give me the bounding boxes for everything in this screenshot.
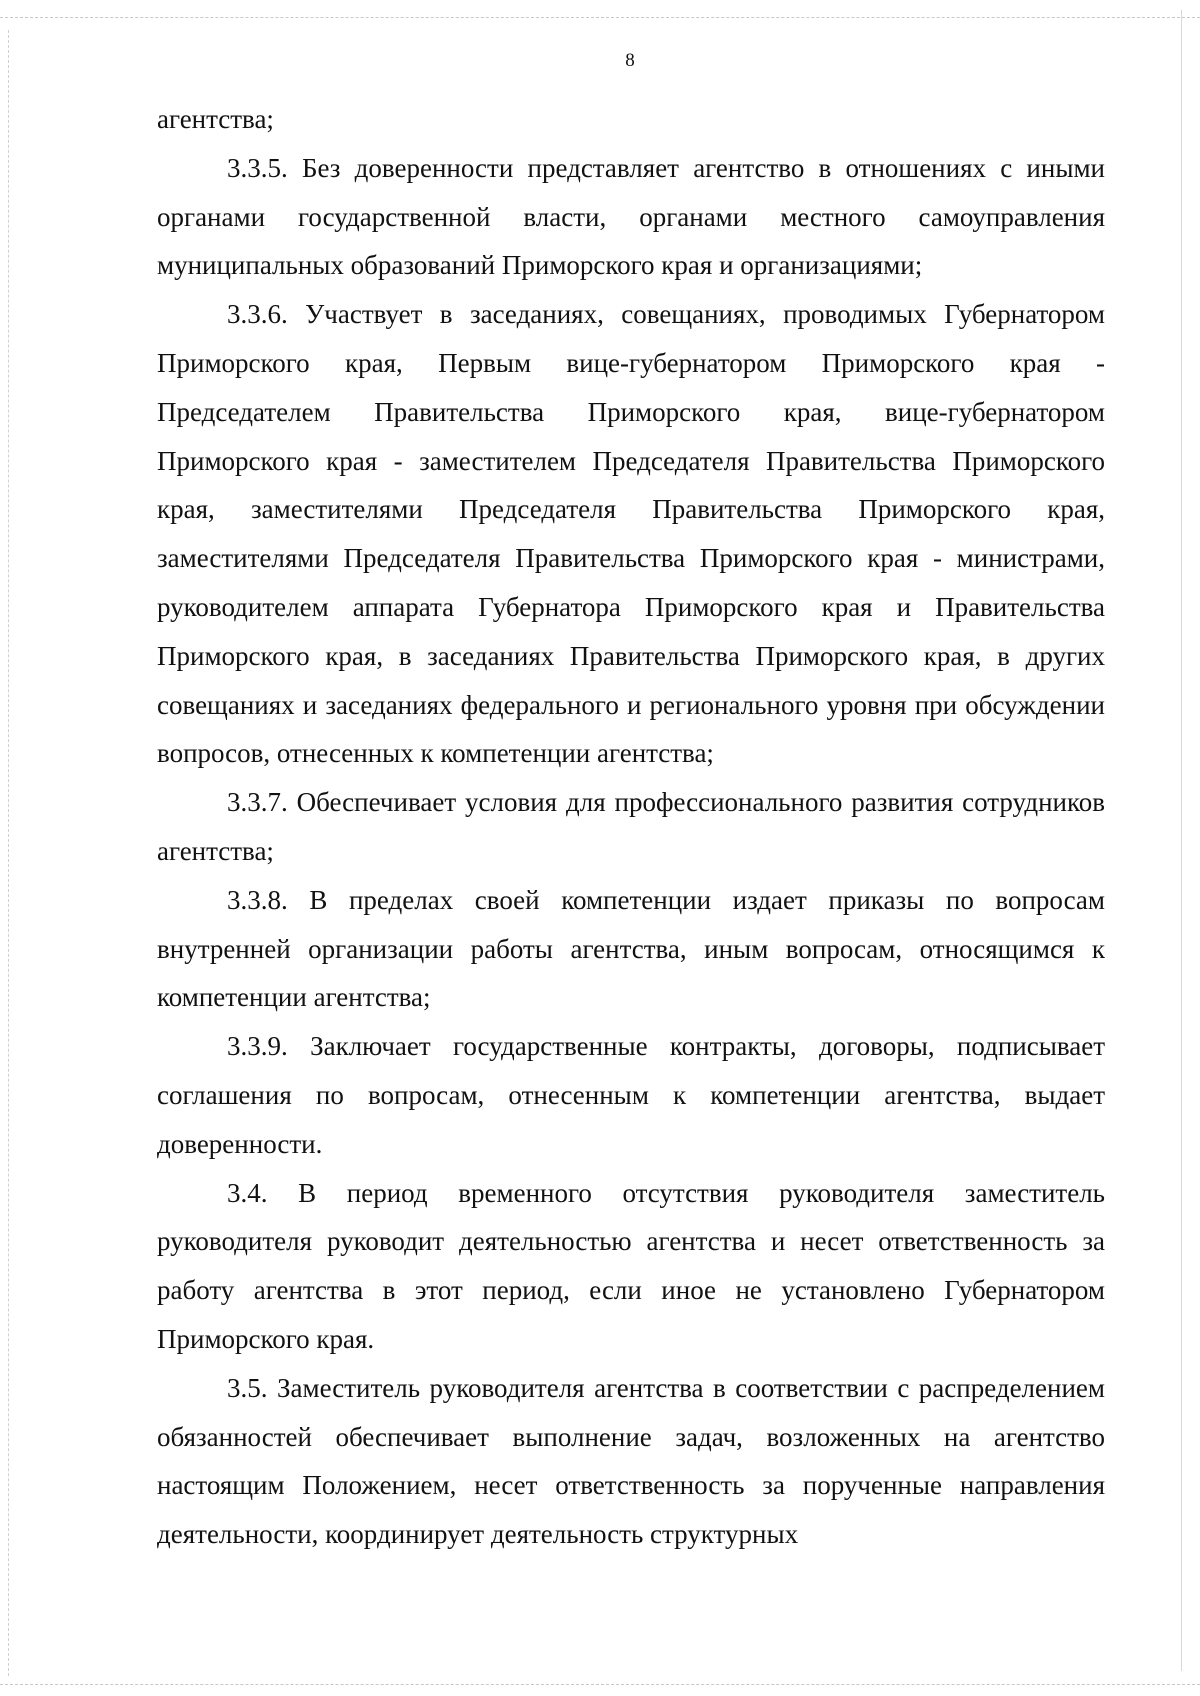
paragraph-3-3-5: 3.3.5. Без доверенности представляет агентство в отношениях с иными органами государственной власти, органами местного самоуправления муниципальных образований Приморского края и организациями; — [157, 152, 1105, 281]
paragraph-3-3-6: 3.3.6. Участвует в заседаниях, совещаниях, проводимых Губернатором Приморского края, Первым вице-губернатором Приморского края - Председателем Правительства Приморского края, вице-губернатором Приморского края - заместителем Председателя Правительства Приморского края, заместителями Председателя Правительства Приморского края, заместителями Председателя Правительства Приморского края - министрами, руководителем аппарата Губернатора Приморского края и Правительства Приморского края, в заседаниях Правительства Приморского края, в других совещаниях и заседаниях федерального и регионального уровня при обсуждении вопросов, отнесенных к компетенции агентства; — [157, 299, 1105, 769]
paragraph-continuation: агентства; — [157, 104, 274, 134]
document-body — [157, 95, 1105, 1559]
paragraph-3-4: 3.4. В период временного отсутствия руководителя заместитель руководителя руководит деятельностью агентства и несет ответственность за работу агентства в этот период, если иное не установлено Губернатором Приморского края. — [157, 1177, 1105, 1354]
scan-edge-top — [0, 17, 1200, 18]
scan-edge-right — [1181, 10, 1182, 1671]
paragraph-3-3-9: 3.3.9. Заключает государственные контракты, договоры, подписывает соглашения по вопросам, отнесенным к компетенции агентства, выдает доверенности. — [157, 1031, 1105, 1159]
scan-edge-bottom — [0, 1684, 1200, 1685]
page-number: 8 — [625, 50, 635, 71]
scan-edge-left — [8, 30, 9, 1676]
paragraph-3-5: 3.5. Заместитель руководителя агентства в соответствии с распределением обязанностей обеспечивает выполнение задач, возложенных на агентство настоящим Положением, несет ответственность за порученные направления деятельности, координирует деятельность структурных — [157, 1372, 1105, 1550]
paragraph-3-3-8: 3.3.8. В пределах своей компетенции издает приказы по вопросам внутренней организации работы агентства, иным вопросам, относящимся к компетенции агентства; — [157, 884, 1105, 1013]
paragraph-3-3-7: 3.3.7. Обеспечивает условия для профессионального развития сотрудников агентства; — [157, 787, 1105, 866]
